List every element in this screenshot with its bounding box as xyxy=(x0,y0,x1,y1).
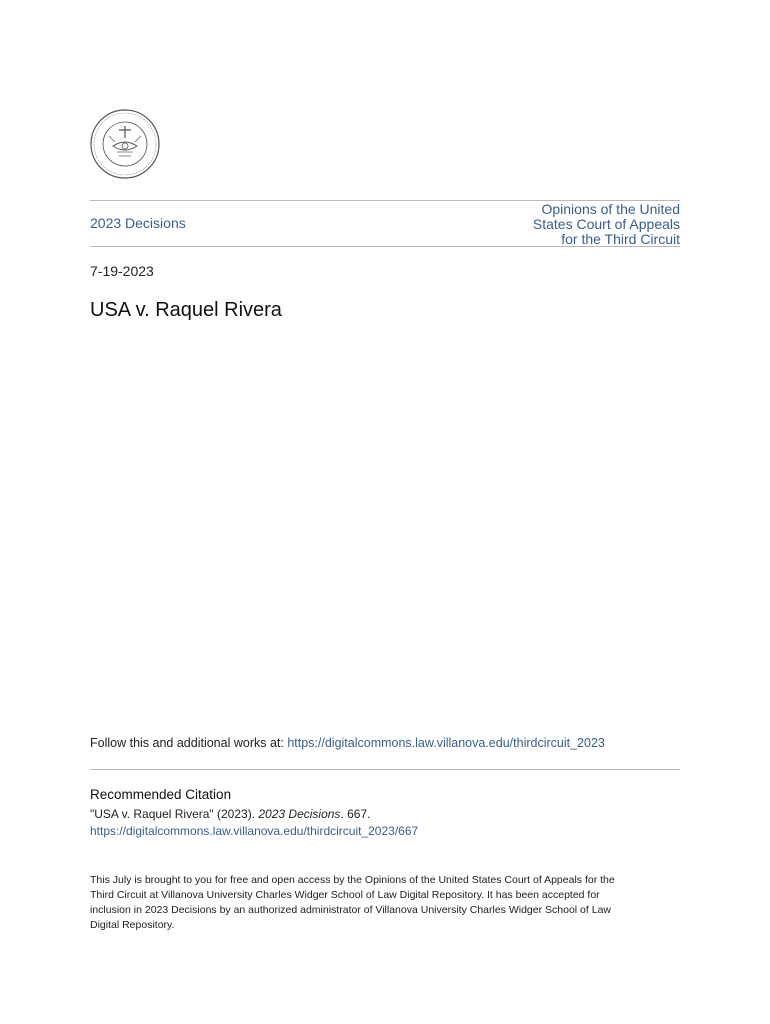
citation-text-end: . 667. xyxy=(340,807,371,821)
series-link[interactable] xyxy=(510,202,680,247)
citation-heading: Recommended Citation xyxy=(90,787,232,802)
citation-collection-name: 2023 Decisions xyxy=(258,807,341,821)
notice-line: This July is brought to you for free and open access by the Opinions of the United States Court of Appeals for the xyxy=(90,874,615,886)
notice-line: inclusion in 2023 Decisions by an authorized administrator of Villanova University Charles Widger School of Law xyxy=(90,904,611,916)
document-title: USA v. Raquel Rivera xyxy=(90,299,282,321)
access-notice xyxy=(90,873,675,933)
collection-link[interactable]: 2023 Decisions xyxy=(90,215,186,231)
citation-rule xyxy=(90,769,680,770)
series-link-line[interactable]: Opinions of the United xyxy=(541,201,680,217)
follow-line xyxy=(90,736,605,750)
notice-line: Digital Repository. xyxy=(90,919,175,931)
follow-prefix: Follow this and additional works at: xyxy=(90,736,288,750)
series-link-line[interactable]: States Court of Appeals xyxy=(532,216,680,232)
villanova-law-seal-icon xyxy=(89,108,161,180)
header-bottom-rule xyxy=(90,246,680,247)
citation-link[interactable]: https://digitalcommons.law.villanova.edu/thirdcircuit_2023/667 xyxy=(90,824,419,838)
notice-line: Third Circuit at Villanova University Charles Widger School of Law Digital Repository. It has been accepted for xyxy=(90,889,600,901)
series-link-line[interactable]: for the Third Circuit xyxy=(561,231,680,247)
document-date: 7-19-2023 xyxy=(90,263,154,279)
citation-text-start: "USA v. Raquel Rivera" (2023). xyxy=(90,807,259,821)
follow-link[interactable]: https://digitalcommons.law.villanova.edu/thirdcircuit_2023 xyxy=(287,736,605,750)
citation-text xyxy=(90,807,370,821)
